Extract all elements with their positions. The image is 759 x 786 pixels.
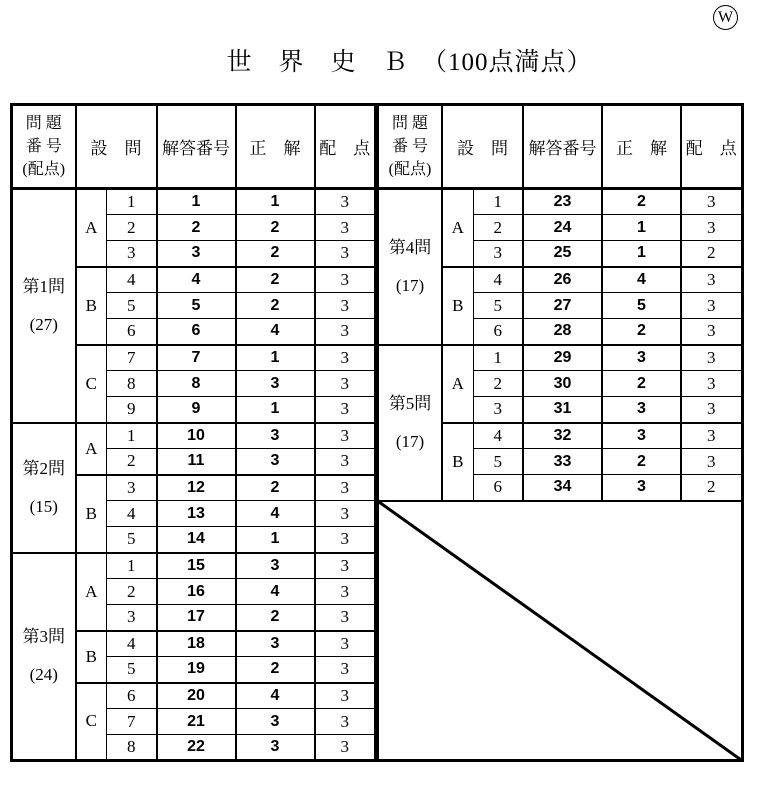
section-cell [12,189,76,423]
answer-number-cell: 23 [523,189,602,215]
question-number-cell: 2 [107,215,157,241]
correct-answer-cell: 2 [602,449,681,475]
correct-answer-cell: 2 [236,657,315,683]
correct-answer-cell: 4 [236,501,315,527]
group-letter-cell: A [442,189,473,267]
section-name: 第3問 [22,627,65,647]
answer-number-cell: 14 [157,527,236,553]
section-points: (24) [29,665,58,685]
group-letter-cell: C [76,345,107,423]
correct-answer-cell: 2 [236,293,315,319]
answer-number-cell: 5 [157,293,236,319]
question-number-cell: 1 [473,189,523,215]
correct-answer-cell: 3 [236,423,315,449]
points-cell: 2 [681,475,742,501]
points-cell: 3 [681,397,742,423]
correct-answer-cell: 3 [602,397,681,423]
points-cell: 3 [315,241,376,267]
correct-answer-cell: 3 [602,423,681,449]
answer-number-cell: 19 [157,657,236,683]
points-cell: 3 [315,709,376,735]
section-name: 第4問 [388,237,432,257]
points-cell: 3 [681,267,742,293]
points-cell: 3 [315,527,376,553]
answer-number-cell: 8 [157,371,236,397]
points-cell: 3 [681,449,742,475]
answer-number-cell: 11 [157,449,236,475]
answer-number-cell: 12 [157,475,236,501]
answer-number-cell: 27 [523,293,602,319]
question-number-cell: 4 [473,267,523,293]
question-number-cell: 3 [107,605,157,631]
answer-tables-container [10,103,744,762]
answer-number-cell: 21 [157,709,236,735]
correct-answer-cell: 2 [602,319,681,345]
group-letter-cell: B [442,423,473,501]
question-number-cell: 3 [473,397,523,423]
answer-number-cell: 33 [523,449,602,475]
question-number-cell: 6 [107,319,157,345]
points-cell: 3 [681,345,742,371]
correct-answer-cell: 3 [236,631,315,657]
header-question-number [378,105,442,189]
answer-number-cell: 30 [523,371,602,397]
question-number-cell: 2 [107,449,157,475]
correct-answer-cell: 1 [236,345,315,371]
correct-answer-cell: 2 [236,215,315,241]
group-letter-cell: C [76,683,107,761]
correct-answer-cell: 2 [602,371,681,397]
points-cell: 3 [315,397,376,423]
section-cell [378,189,442,345]
correct-answer-cell: 3 [236,735,315,761]
answer-number-cell: 26 [523,267,602,293]
group-letter-cell: A [76,553,107,631]
header-question-number-line: (配点) [22,161,66,178]
answer-number-cell: 22 [157,735,236,761]
question-number-cell: 4 [107,501,157,527]
table-row [378,345,742,371]
header-points: 配 点 [681,105,742,189]
answer-number-cell: 7 [157,345,236,371]
table-row [12,423,376,449]
group-letter-cell: B [442,267,473,345]
points-cell: 3 [315,189,376,215]
question-number-cell: 6 [107,683,157,709]
table-row [378,189,742,215]
section-cell [12,553,76,761]
answer-number-cell: 31 [523,397,602,423]
question-number-cell: 1 [107,553,157,579]
correct-answer-cell: 1 [236,527,315,553]
group-letter-cell: A [442,345,473,423]
section-points: (15) [29,496,58,516]
points-cell: 3 [681,371,742,397]
correct-answer-cell: 2 [236,267,315,293]
answer-number-cell: 9 [157,397,236,423]
question-number-cell: 6 [473,475,523,501]
answer-number-cell: 25 [523,241,602,267]
answer-number-cell: 20 [157,683,236,709]
correct-answer-cell: 2 [236,241,315,267]
group-letter-cell: B [76,475,107,553]
page-title: 世 界 史 Ｂ （100点満点） [226,49,593,76]
section-cell [12,423,76,553]
answer-number-cell: 4 [157,267,236,293]
question-number-cell: 5 [107,657,157,683]
correct-answer-cell: 4 [236,319,315,345]
answer-table-left [10,103,377,762]
table-row [12,553,376,579]
answer-number-cell: 3 [157,241,236,267]
answer-number-cell: 28 [523,319,602,345]
question-number-cell: 5 [473,449,523,475]
correct-answer-cell: 1 [236,397,315,423]
answer-number-cell: 29 [523,345,602,371]
points-cell: 3 [315,631,376,657]
question-number-cell: 4 [473,423,523,449]
answer-number-cell: 32 [523,423,602,449]
question-number-cell: 1 [107,189,157,215]
section-points: (27) [29,314,58,334]
correct-answer-cell: 4 [236,579,315,605]
question-number-cell: 2 [107,579,157,605]
answer-number-cell: 16 [157,579,236,605]
points-cell: 3 [681,423,742,449]
question-number-cell: 3 [107,475,157,501]
points-cell: 2 [681,241,742,267]
correct-answer-cell: 1 [236,189,315,215]
section-name: 第2問 [22,458,65,478]
diagonal-line [379,502,741,760]
correct-answer-cell: 4 [236,683,315,709]
points-cell: 3 [681,293,742,319]
question-number-cell: 5 [473,293,523,319]
answer-number-cell: 2 [157,215,236,241]
header-question-number-line: 問 題 [25,115,62,132]
header-question-number-line: 問 題 [391,115,428,132]
group-letter-cell: A [76,189,107,267]
answer-number-cell: 15 [157,553,236,579]
header-question-number-line: 番 号 [391,138,428,155]
question-number-cell: 9 [107,397,157,423]
correct-answer-cell: 2 [602,189,681,215]
circled-w-mark: W [713,5,738,30]
correct-answer-cell: 2 [236,475,315,501]
points-cell: 3 [315,683,376,709]
section-cell [378,345,442,501]
empty-diagonal-row [378,501,742,761]
section-points: (17) [395,431,425,451]
empty-diagonal-cell [378,501,742,761]
correct-answer-cell: 3 [236,709,315,735]
question-number-cell: 5 [107,293,157,319]
points-cell: 3 [315,579,376,605]
correct-answer-cell: 4 [602,267,681,293]
points-cell: 3 [315,735,376,761]
correct-answer-cell: 3 [602,475,681,501]
question-number-cell: 7 [107,709,157,735]
correct-answer-cell: 5 [602,293,681,319]
question-number-cell: 7 [107,345,157,371]
answer-number-cell: 18 [157,631,236,657]
answer-table-right [377,103,744,762]
section-points: (17) [395,275,425,295]
header-correct-answer: 正 解 [602,105,681,189]
header-question-number-line: (配点) [388,161,432,178]
header-answer-number: 解答番号 [157,105,236,189]
answer-number-cell: 10 [157,423,236,449]
question-number-cell: 5 [107,527,157,553]
table-row [12,189,376,215]
group-letter-cell: B [76,631,107,683]
question-number-cell: 8 [107,371,157,397]
question-number-cell: 2 [473,371,523,397]
points-cell: 3 [315,371,376,397]
question-number-cell: 4 [107,267,157,293]
points-cell: 3 [315,423,376,449]
points-cell: 3 [315,501,376,527]
points-cell: 3 [315,553,376,579]
points-cell: 3 [315,605,376,631]
correct-answer-cell: 1 [602,241,681,267]
section-name: 第1問 [22,276,65,296]
group-letter-cell: B [76,267,107,345]
correct-answer-cell: 3 [236,371,315,397]
answer-number-cell: 1 [157,189,236,215]
points-cell: 3 [315,267,376,293]
header-question-number [12,105,76,189]
answer-number-cell: 24 [523,215,602,241]
group-letter-cell: A [76,423,107,475]
question-number-cell: 1 [107,423,157,449]
question-number-cell: 3 [107,241,157,267]
answer-number-cell: 34 [523,475,602,501]
question-number-cell: 4 [107,631,157,657]
header-answer-number: 解答番号 [523,105,602,189]
header-question-number-line: 番 号 [25,138,62,155]
points-cell: 3 [315,319,376,345]
points-cell: 3 [681,215,742,241]
header-setsumon: 設 問 [442,105,523,189]
answer-number-cell: 17 [157,605,236,631]
header-setsumon: 設 問 [76,105,157,189]
points-cell: 3 [315,475,376,501]
question-number-cell: 3 [473,241,523,267]
points-cell: 3 [315,293,376,319]
points-cell: 3 [681,189,742,215]
correct-answer-cell: 3 [236,553,315,579]
header-points: 配 点 [315,105,376,189]
points-cell: 3 [315,345,376,371]
points-cell: 3 [315,657,376,683]
points-cell: 3 [315,449,376,475]
answer-number-cell: 13 [157,501,236,527]
correct-answer-cell: 1 [602,215,681,241]
correct-answer-cell: 2 [236,605,315,631]
points-cell: 3 [681,319,742,345]
question-number-cell: 2 [473,215,523,241]
correct-answer-cell: 3 [236,449,315,475]
section-name: 第5問 [388,393,432,413]
header-correct-answer: 正 解 [236,105,315,189]
question-number-cell: 1 [473,345,523,371]
answer-number-cell: 6 [157,319,236,345]
correct-answer-cell: 3 [602,345,681,371]
question-number-cell: 6 [473,319,523,345]
points-cell: 3 [315,215,376,241]
question-number-cell: 8 [107,735,157,761]
